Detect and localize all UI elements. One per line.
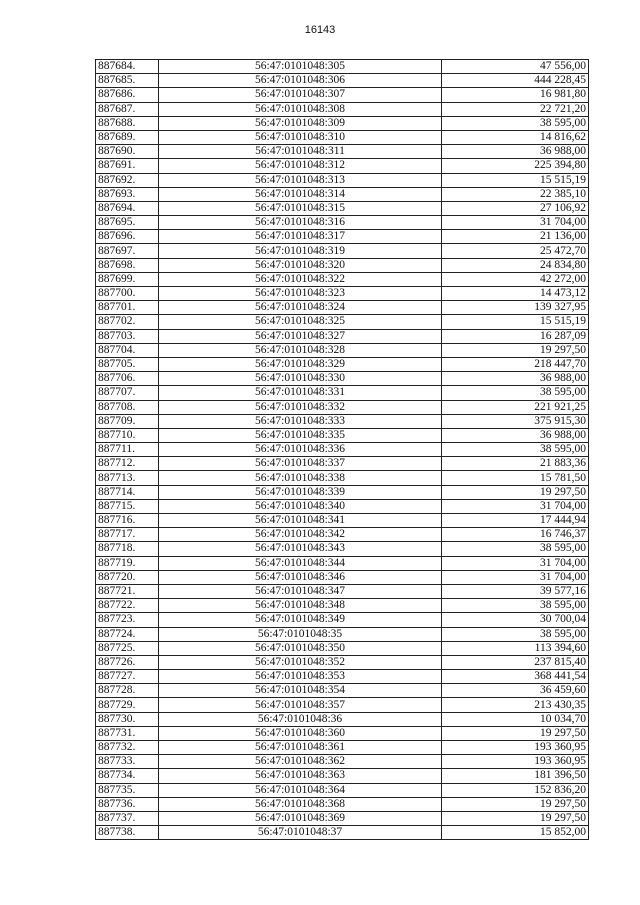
cadastral-value: 38 595,00 (442, 627, 589, 641)
cadastral-number: 56:47:0101048:330 (159, 372, 442, 386)
cadastral-number: 56:47:0101048:314 (159, 187, 442, 201)
cadastral-number: 56:47:0101048:325 (159, 315, 442, 329)
table-row (96, 329, 589, 343)
row-number: 887721. (96, 584, 159, 598)
cadastral-value: 22 385,10 (442, 187, 589, 201)
cadastral-value: 16 981,80 (442, 88, 589, 102)
cadastral-value: 181 396,50 (442, 769, 589, 783)
cadastral-value: 38 595,00 (442, 443, 589, 457)
cadastral-value: 22 721,20 (442, 102, 589, 116)
table-row (96, 216, 589, 230)
cadastral-value: 368 441,54 (442, 670, 589, 684)
row-number: 887703. (96, 329, 159, 343)
row-number: 887730. (96, 712, 159, 726)
table-row (96, 145, 589, 159)
cadastral-number: 56:47:0101048:333 (159, 414, 442, 428)
table-row (96, 457, 589, 471)
table-row (96, 173, 589, 187)
table-row (96, 783, 589, 797)
row-number: 887735. (96, 783, 159, 797)
table-row (96, 655, 589, 669)
table-row (96, 428, 589, 442)
cadastral-value: 225 394,80 (442, 159, 589, 173)
cadastral-number: 56:47:0101048:362 (159, 755, 442, 769)
cadastral-value: 213 430,35 (442, 698, 589, 712)
cadastral-value: 36 988,00 (442, 428, 589, 442)
row-number: 887694. (96, 201, 159, 215)
cadastral-value: 36 988,00 (442, 145, 589, 159)
table-row (96, 570, 589, 584)
row-number: 887692. (96, 173, 159, 187)
cadastral-value: 38 595,00 (442, 542, 589, 556)
cadastral-value: 16 746,37 (442, 528, 589, 542)
cadastral-number: 56:47:0101048:354 (159, 684, 442, 698)
table-row (96, 741, 589, 755)
table-row (96, 712, 589, 726)
table-row (96, 826, 589, 840)
table-row (96, 372, 589, 386)
cadastral-number: 56:47:0101048:349 (159, 613, 442, 627)
cadastral-number: 56:47:0101048:307 (159, 88, 442, 102)
table-row (96, 471, 589, 485)
row-number: 887727. (96, 670, 159, 684)
cadastral-number: 56:47:0101048:37 (159, 826, 442, 840)
table-row (96, 244, 589, 258)
table-row (96, 301, 589, 315)
cadastral-number: 56:47:0101048:352 (159, 655, 442, 669)
cadastral-number: 56:47:0101048:348 (159, 599, 442, 613)
row-number: 887700. (96, 287, 159, 301)
cadastral-value: 39 577,16 (442, 584, 589, 598)
cadastral-value: 38 595,00 (442, 599, 589, 613)
table-row (96, 811, 589, 825)
cadastral-number: 56:47:0101048:338 (159, 471, 442, 485)
cadastral-value: 15 515,19 (442, 315, 589, 329)
row-number: 887701. (96, 301, 159, 315)
table-row (96, 386, 589, 400)
cadastral-number: 56:47:0101048:346 (159, 570, 442, 584)
cadastral-value: 218 447,70 (442, 357, 589, 371)
cadastral-number: 56:47:0101048:336 (159, 443, 442, 457)
cadastral-value: 193 360,95 (442, 755, 589, 769)
cadastral-number: 56:47:0101048:324 (159, 301, 442, 315)
row-number: 887704. (96, 343, 159, 357)
row-number: 887729. (96, 698, 159, 712)
cadastral-value: 31 704,00 (442, 570, 589, 584)
cadastral-value: 31 704,00 (442, 499, 589, 513)
cadastral-value: 139 327,95 (442, 301, 589, 315)
row-number: 887697. (96, 244, 159, 258)
cadastral-number: 56:47:0101048:350 (159, 641, 442, 655)
cadastral-value: 19 297,50 (442, 343, 589, 357)
table-row (96, 613, 589, 627)
row-number: 887709. (96, 414, 159, 428)
table-row (96, 230, 589, 244)
cadastral-number: 56:47:0101048:335 (159, 428, 442, 442)
cadastral-number: 56:47:0101048:361 (159, 741, 442, 755)
table-row (96, 88, 589, 102)
row-number: 887733. (96, 755, 159, 769)
row-number: 887706. (96, 372, 159, 386)
table-row (96, 159, 589, 173)
cadastral-value: 152 836,20 (442, 783, 589, 797)
cadastral-number: 56:47:0101048:368 (159, 797, 442, 811)
row-number: 887712. (96, 457, 159, 471)
cadastral-number: 56:47:0101048:344 (159, 556, 442, 570)
cadastral-value: 444 228,45 (442, 74, 589, 88)
cadastral-value: 25 472,70 (442, 244, 589, 258)
table-row (96, 755, 589, 769)
cadastral-number: 56:47:0101048:308 (159, 102, 442, 116)
cadastral-value-table (95, 59, 589, 840)
row-number: 887724. (96, 627, 159, 641)
row-number: 887696. (96, 230, 159, 244)
cadastral-number: 56:47:0101048:323 (159, 287, 442, 301)
table-row (96, 584, 589, 598)
row-number: 887705. (96, 357, 159, 371)
cadastral-value: 19 297,50 (442, 811, 589, 825)
cadastral-number: 56:47:0101048:35 (159, 627, 442, 641)
cadastral-number: 56:47:0101048:343 (159, 542, 442, 556)
row-number: 887713. (96, 471, 159, 485)
cadastral-value: 42 272,00 (442, 272, 589, 286)
cadastral-value: 19 297,50 (442, 485, 589, 499)
cadastral-number: 56:47:0101048:329 (159, 357, 442, 371)
table-row (96, 272, 589, 286)
table-row (96, 514, 589, 528)
cadastral-value: 14 473,12 (442, 287, 589, 301)
row-number: 887720. (96, 570, 159, 584)
table-row (96, 287, 589, 301)
cadastral-number: 56:47:0101048:319 (159, 244, 442, 258)
cadastral-value: 14 816,62 (442, 130, 589, 144)
table-row (96, 670, 589, 684)
cadastral-value: 113 394,60 (442, 641, 589, 655)
cadastral-value: 221 921,25 (442, 400, 589, 414)
cadastral-value: 21 883,36 (442, 457, 589, 471)
cadastral-number: 56:47:0101048:313 (159, 173, 442, 187)
cadastral-value: 47 556,00 (442, 60, 589, 74)
table-row (96, 641, 589, 655)
row-number: 887685. (96, 74, 159, 88)
table-row (96, 556, 589, 570)
table-row (96, 797, 589, 811)
cadastral-number: 56:47:0101048:337 (159, 457, 442, 471)
cadastral-number: 56:47:0101048:347 (159, 584, 442, 598)
page-number: 16143 (304, 24, 336, 36)
cadastral-number: 56:47:0101048:317 (159, 230, 442, 244)
table-row (96, 627, 589, 641)
row-number: 887738. (96, 826, 159, 840)
row-number: 887707. (96, 386, 159, 400)
row-number: 887723. (96, 613, 159, 627)
cadastral-number: 56:47:0101048:311 (159, 145, 442, 159)
cadastral-value: 24 834,80 (442, 258, 589, 272)
row-number: 887690. (96, 145, 159, 159)
row-number: 887717. (96, 528, 159, 542)
cadastral-number: 56:47:0101048:340 (159, 499, 442, 513)
cadastral-number: 56:47:0101048:305 (159, 60, 442, 74)
table-row (96, 130, 589, 144)
row-number: 887714. (96, 485, 159, 499)
cadastral-number: 56:47:0101048:306 (159, 74, 442, 88)
cadastral-number: 56:47:0101048:360 (159, 726, 442, 740)
row-number: 887719. (96, 556, 159, 570)
cadastral-number: 56:47:0101048:322 (159, 272, 442, 286)
row-number: 887731. (96, 726, 159, 740)
cadastral-value: 237 815,40 (442, 655, 589, 669)
cadastral-number: 56:47:0101048:327 (159, 329, 442, 343)
table-row (96, 599, 589, 613)
cadastral-value: 16 287,09 (442, 329, 589, 343)
row-number: 887702. (96, 315, 159, 329)
cadastral-value: 10 034,70 (442, 712, 589, 726)
cadastral-number: 56:47:0101048:342 (159, 528, 442, 542)
row-number: 887708. (96, 400, 159, 414)
row-number: 887684. (96, 60, 159, 74)
row-number: 887710. (96, 428, 159, 442)
cadastral-number: 56:47:0101048:316 (159, 216, 442, 230)
row-number: 887695. (96, 216, 159, 230)
cadastral-number: 56:47:0101048:353 (159, 670, 442, 684)
table-row (96, 116, 589, 130)
table-row (96, 315, 589, 329)
cadastral-value: 36 988,00 (442, 372, 589, 386)
row-number: 887736. (96, 797, 159, 811)
row-number: 887716. (96, 514, 159, 528)
row-number: 887734. (96, 769, 159, 783)
row-number: 887689. (96, 130, 159, 144)
cadastral-value: 15 852,00 (442, 826, 589, 840)
cadastral-value: 15 515,19 (442, 173, 589, 187)
table-row (96, 343, 589, 357)
table-row (96, 443, 589, 457)
cadastral-value: 31 704,00 (442, 556, 589, 570)
row-number: 887711. (96, 443, 159, 457)
row-number: 887691. (96, 159, 159, 173)
table-row (96, 769, 589, 783)
table-body (96, 60, 589, 840)
cadastral-number: 56:47:0101048:369 (159, 811, 442, 825)
table-row (96, 684, 589, 698)
row-number: 887686. (96, 88, 159, 102)
cadastral-value: 17 444,94 (442, 514, 589, 528)
cadastral-number: 56:47:0101048:309 (159, 116, 442, 130)
row-number: 887728. (96, 684, 159, 698)
table-row (96, 357, 589, 371)
table-row (96, 499, 589, 513)
cadastral-number: 56:47:0101048:339 (159, 485, 442, 499)
cadastral-value: 375 915,30 (442, 414, 589, 428)
table-row (96, 414, 589, 428)
table-row (96, 60, 589, 74)
cadastral-number: 56:47:0101048:315 (159, 201, 442, 215)
cadastral-number: 56:47:0101048:357 (159, 698, 442, 712)
cadastral-value: 31 704,00 (442, 216, 589, 230)
cadastral-number: 56:47:0101048:310 (159, 130, 442, 144)
cadastral-number: 56:47:0101048:363 (159, 769, 442, 783)
cadastral-number: 56:47:0101048:328 (159, 343, 442, 357)
row-number: 887725. (96, 641, 159, 655)
cadastral-value: 15 781,50 (442, 471, 589, 485)
row-number: 887737. (96, 811, 159, 825)
row-number: 887722. (96, 599, 159, 613)
table-row (96, 201, 589, 215)
table-row (96, 726, 589, 740)
cadastral-number: 56:47:0101048:331 (159, 386, 442, 400)
row-number: 887715. (96, 499, 159, 513)
cadastral-value: 193 360,95 (442, 741, 589, 755)
table-row (96, 400, 589, 414)
cadastral-value: 27 106,92 (442, 201, 589, 215)
row-number: 887693. (96, 187, 159, 201)
cadastral-value: 21 136,00 (442, 230, 589, 244)
cadastral-number: 56:47:0101048:36 (159, 712, 442, 726)
cadastral-number: 56:47:0101048:312 (159, 159, 442, 173)
table-row (96, 528, 589, 542)
row-number: 887687. (96, 102, 159, 116)
cadastral-value: 38 595,00 (442, 386, 589, 400)
cadastral-number: 56:47:0101048:341 (159, 514, 442, 528)
table-row (96, 102, 589, 116)
table-row (96, 74, 589, 88)
cadastral-value: 19 297,50 (442, 726, 589, 740)
row-number: 887699. (96, 272, 159, 286)
cadastral-number: 56:47:0101048:332 (159, 400, 442, 414)
cadastral-value: 38 595,00 (442, 116, 589, 130)
table-row (96, 698, 589, 712)
cadastral-value: 30 700,04 (442, 613, 589, 627)
table-row (96, 542, 589, 556)
cadastral-value: 19 297,50 (442, 797, 589, 811)
table-row (96, 187, 589, 201)
table-row (96, 258, 589, 272)
row-number: 887688. (96, 116, 159, 130)
row-number: 887732. (96, 741, 159, 755)
row-number: 887718. (96, 542, 159, 556)
cadastral-value: 36 459,60 (442, 684, 589, 698)
cadastral-number: 56:47:0101048:320 (159, 258, 442, 272)
row-number: 887698. (96, 258, 159, 272)
table-row (96, 485, 589, 499)
row-number: 887726. (96, 655, 159, 669)
cadastral-number: 56:47:0101048:364 (159, 783, 442, 797)
